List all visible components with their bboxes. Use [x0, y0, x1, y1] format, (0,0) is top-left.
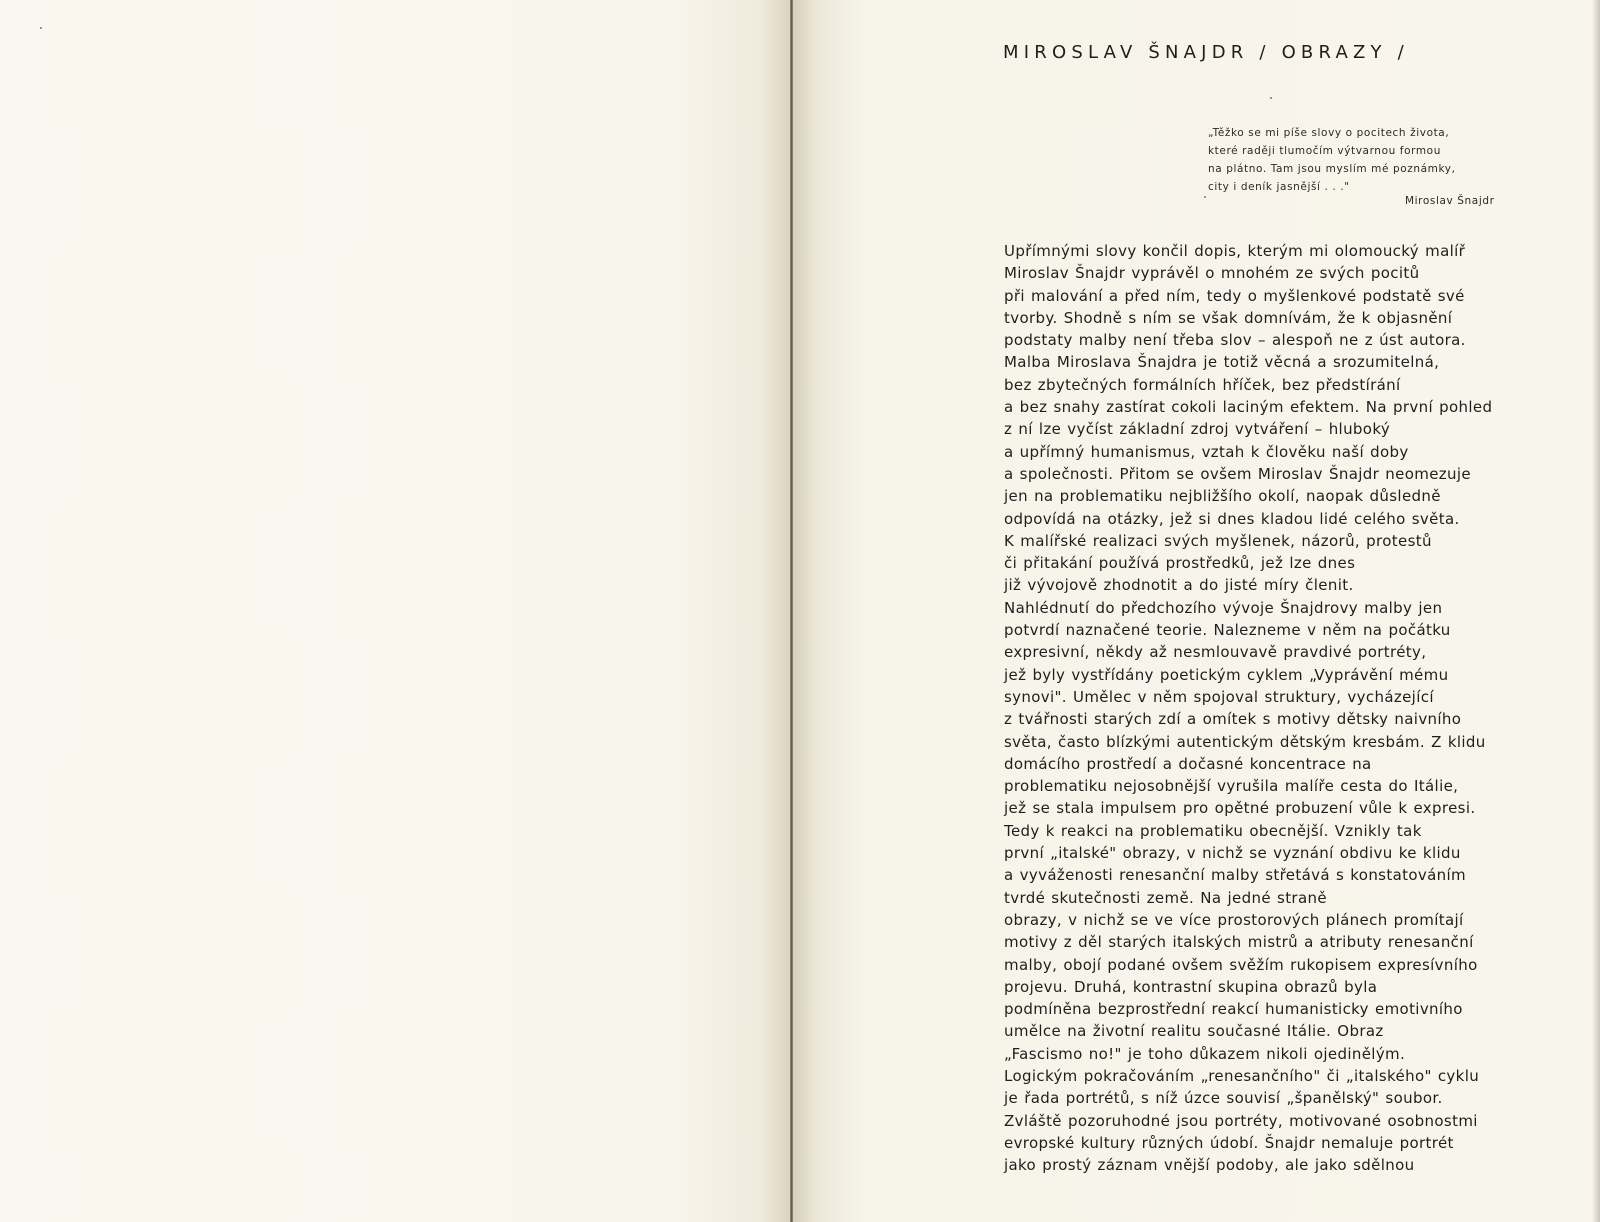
- body-line: podmíněna bezprostřední reakcí humanisticky emotivního: [1004, 1000, 1463, 1019]
- body-line: Tedy k reakci na problematiku obecnější. Vznikly tak: [1004, 821, 1422, 840]
- body-line: potvrdí naznačené teorie. Nalezneme v něm na počátku: [1004, 621, 1451, 640]
- body-line: podstaty malby není třeba slov – alespoň ne z úst autora.: [1004, 331, 1466, 350]
- body-line: K malířské realizaci svých myšlenek, názorů, protestů: [1004, 531, 1432, 550]
- body-line: expresivní, někdy až nesmlouvavě pravdivé portréty,: [1004, 643, 1427, 662]
- book-gutter: [790, 0, 793, 1222]
- body-line: již vývojově zhodnotit a do jisté míry členit.: [1004, 576, 1354, 595]
- body-line: synovi". Umělec v něm spojoval struktury, vycházející: [1004, 687, 1434, 706]
- body-line: jež byly vystřídány poetickým cyklem „Vyprávění mému: [1004, 665, 1449, 684]
- epigraph-line: „Těžko se mi píše slovy o pocitech života,: [1208, 127, 1450, 139]
- paper-speck: [40, 27, 42, 29]
- body-line: problematiku nejosobnější vyrušila malíře cesta do Itálie,: [1004, 777, 1459, 796]
- body-line: jež se stala impulsem pro opětné probuzení vůle k expresi.: [1004, 799, 1476, 818]
- body-line: evropské kultury různých údobí. Šnajdr nemaluje portrét: [1004, 1133, 1454, 1152]
- body-line: Nahlédnutí do předchozího vývoje Šnajdrovy malby jen: [1004, 598, 1443, 617]
- body-line: z ní lze vyčíst základní zdroj vytváření – hluboký: [1004, 420, 1391, 439]
- body-line: a společnosti. Přitom se ovšem Miroslav Šnajdr neomezuje: [1004, 464, 1471, 483]
- body-line: umělce na životní realitu současné Itálie. Obraz: [1004, 1022, 1384, 1041]
- body-line: tvrdé skutečnosti země. Na jedné straně: [1004, 888, 1327, 907]
- body-line: Logickým pokračováním „renesančního" či „italského" cyklu: [1004, 1066, 1480, 1085]
- body-line: a vyváženosti renesanční malby střetává s konstatováním: [1004, 866, 1466, 885]
- epigraph-line: city i deník jasnější . . .": [1208, 181, 1350, 193]
- body-line: světa, často blízkými autentickým dětským kresbám. Z klidu: [1004, 732, 1486, 751]
- body-line: malby, obojí podané ovšem svěžím rukopisem expresívního: [1004, 955, 1478, 974]
- body-line: obrazy, v nichž se ve více prostorových plánech promítají: [1004, 910, 1464, 929]
- body-line: motivy z děl starých italských mistrů a atributy renesanční: [1004, 933, 1474, 952]
- body-line: či přitakání používá prostředků, jež lze dnes: [1004, 554, 1356, 573]
- page-edge: [1592, 0, 1600, 1222]
- body-line: při malování a před ním, tedy o myšlenkové podstatě své: [1004, 286, 1465, 305]
- left-page-blank: [0, 0, 792, 1222]
- epigraph-quote: [1208, 124, 1518, 196]
- body-line: Zvláště pozoruhodné jsou portréty, motivované osobnostmi: [1004, 1111, 1478, 1130]
- body-line: Upřímnými slovy končil dopis, kterým mi olomoucký malíř: [1004, 242, 1466, 260]
- body-line: a bez snahy zastírat cokoli laciným efektem. Na první pohled: [1004, 398, 1493, 417]
- body-line: „Fascismo no!" je toho důkazem nikoli ojedinělým.: [1004, 1044, 1406, 1063]
- epigraph-author: Miroslav Šnajdr: [1405, 195, 1495, 207]
- body-line: z tvářnosti starých zdí a omítek s motivy dětsky naivního: [1004, 710, 1462, 729]
- body-line: domácího prostředí a dočasné koncentrace na: [1004, 754, 1372, 773]
- body-line: jako prostý záznam vnější podoby, ale jako sdělnou: [1004, 1156, 1415, 1175]
- body-line: bez zbytečných formálních hříček, bez předstírání: [1004, 375, 1401, 394]
- body-line: je řada portrétů, s níž úzce souvisí „španělský" soubor.: [1004, 1089, 1443, 1108]
- body-text: [1004, 240, 1564, 1176]
- paper-speck: [1204, 196, 1206, 198]
- body-line: odpovídá na otázky, jež si dnes kladou lidé celého světa.: [1004, 509, 1460, 528]
- body-line: tvorby. Shodně s ním se však domnívám, že k objasnění: [1004, 308, 1453, 327]
- body-line: a upřímný humanismus, vztah k člověku naší doby: [1004, 442, 1409, 461]
- body-line: první „italské" obrazy, v nichž se vyznání obdivu ke klidu: [1004, 844, 1461, 863]
- body-line: Miroslav Šnajdr vyprávěl o mnohém ze svých pocitů: [1004, 264, 1420, 283]
- body-line: projevu. Druhá, kontrastní skupina obrazů byla: [1004, 977, 1378, 996]
- paper-speck: [1270, 97, 1272, 99]
- epigraph-line: na plátno. Tam jsou myslím mé poznámky,: [1208, 163, 1456, 175]
- body-line: Malba Miroslava Šnajdra je totiž věcná a srozumitelná,: [1004, 353, 1440, 372]
- page-title: MIROSLAV ŠNAJDR / OBRAZY /: [1003, 42, 1409, 64]
- body-line: jen na problematiku nejbližšího okolí, naopak důsledně: [1004, 487, 1441, 506]
- epigraph-line: které raději tlumočím výtvarnou formou: [1208, 145, 1441, 157]
